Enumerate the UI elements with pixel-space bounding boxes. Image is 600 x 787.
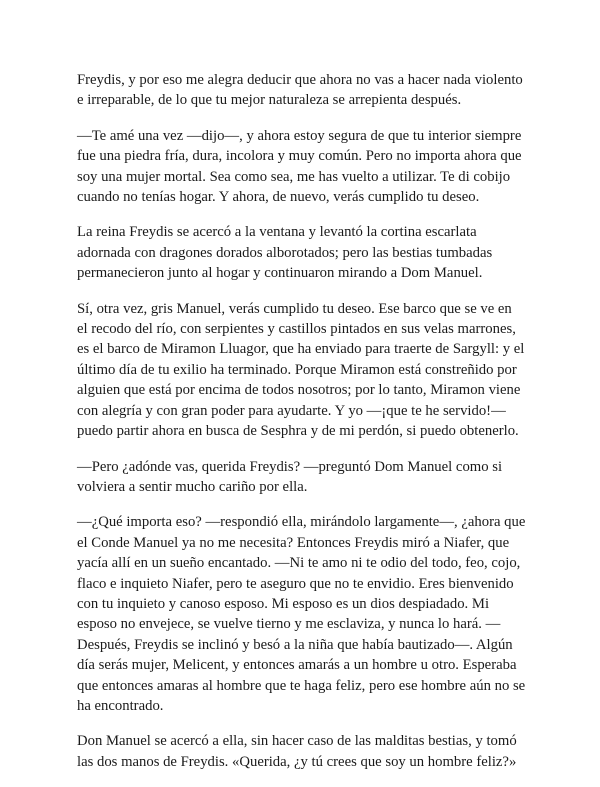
text-line: Sí, otra vez, gris Manuel, verás cumplido tu deseo. Ese barco que se ve en	[77, 300, 512, 317]
text-line: adornada con dragones dorados alborotados; pero las bestias tumbadas	[77, 244, 493, 261]
text-line: el recodo del río, con serpientes y castillos pintados en sus velas marrones,	[77, 321, 516, 338]
paragraph	[77, 299, 527, 442]
text-line: las dos manos de Freydis. «Querida, ¿y tú crees que soy un hombre feliz?»	[77, 753, 517, 770]
text-line: permanecieron junto al hogar y continuaron mirando a Dom Manuel.	[77, 265, 483, 282]
paragraph	[77, 731, 527, 772]
text-line: día serás mujer, Melicent, y entonces amarás a un hombre u otro. Esperaba	[77, 657, 517, 674]
text-line: flaco e inquieto Niafer, pero te aseguro que no te envidio. Eres bienvenido	[77, 575, 514, 592]
text-line: Freydis, y por eso me alegra deducir que ahora no vas a hacer nada violento	[77, 72, 523, 88]
document-body	[77, 70, 527, 787]
text-line: ha encontrado.	[77, 697, 164, 714]
paragraph	[77, 70, 527, 111]
text-line: que entonces amaras al hombre que te haga feliz, pero ese hombre aún no se	[77, 677, 526, 694]
text-line: puedo partir ahora en busca de Sesphra y de mi perdón, si puedo obtenerlo.	[77, 423, 519, 440]
text-line: —Te amé una vez —dijo—, y ahora estoy segura de que tu interior siempre	[77, 127, 522, 144]
text-line: con alegría y con gran poder para ayudarte. Y yo —¡que te he servido!—	[77, 402, 506, 419]
text-line: cuando no tenías hogar. Y ahora, de nuevo, verás cumplido tu deseo.	[77, 189, 480, 206]
text-line: es el barco de Miramon Lluagor, que ha enviado para traerte de Sargyll: y el	[77, 341, 525, 358]
text-line: —Pero ¿adónde vas, querida Freydis? —preguntó Dom Manuel como si	[77, 458, 503, 475]
text-line: La reina Freydis se acercó a la ventana y levantó la cortina escarlata	[77, 224, 477, 241]
text-line: Don Manuel se acercó a ella, sin hacer caso de las malditas bestias, y tomó	[77, 733, 517, 750]
text-line: con tu inquieto y canoso esposo. Mi esposo es un dios despiadado. Mi	[77, 595, 490, 612]
text-line: volviera a sentir mucho cariño por ella.	[77, 478, 308, 495]
paragraph	[77, 457, 527, 498]
text-line: último día de tu exilio ha terminado. Porque Miramon está constreñido por	[77, 361, 517, 378]
text-line: soy una mujer mortal. Sea como sea, me has vuelto a utilizar. Te di cobijo	[77, 168, 511, 185]
text-line: fue una piedra fría, dura, incolora y muy común. Pero no importa ahora que	[77, 148, 522, 165]
text-line: yacía allí en un sueño encantado. —Ni te amo ni te odio del todo, feo, cojo,	[77, 555, 521, 572]
text-line: el Conde Manuel ya no me necesita? Entonces Freydis miró a Niafer, que	[77, 534, 510, 551]
text-line: alguien que está por encima de todos nosotros; por lo tanto, Miramon viene	[77, 382, 521, 399]
paragraph	[77, 512, 527, 716]
text-line: —¿Qué importa eso? —respondió ella, mirándolo largamente—, ¿ahora que	[77, 514, 526, 531]
text-line: Después, Freydis se inclinó y besó a la niña que había bautizado—. Algún	[77, 636, 513, 653]
text-line: esposo no envejece, se vuelve tierno y me esclaviza, y nunca lo hará. —	[77, 616, 501, 633]
text-line: e irreparable, de lo que tu mejor naturaleza se arrepienta después.	[77, 92, 462, 109]
paragraph	[77, 126, 527, 208]
paragraph	[77, 222, 527, 283]
